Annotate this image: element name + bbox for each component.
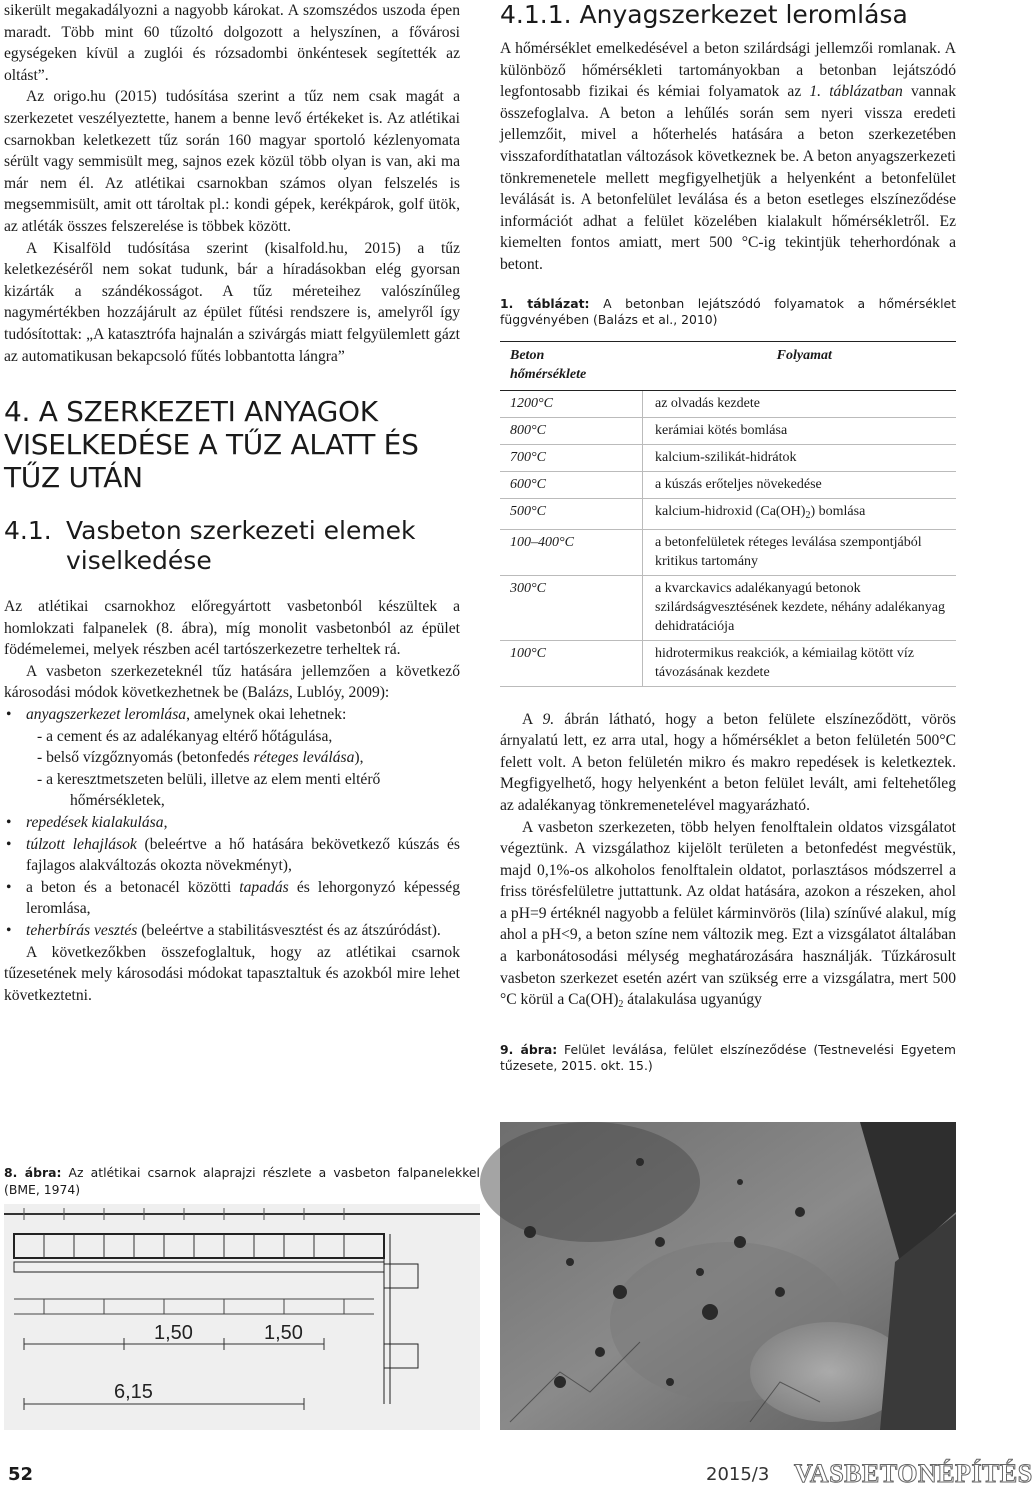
cell-text: kalcium-hidroxid (Ca(OH) bbox=[655, 503, 806, 519]
concrete-surface-image bbox=[500, 1122, 956, 1430]
section-heading-4-1-1: 4.1.1. Anyagszerkezet leromlása bbox=[500, 0, 908, 29]
temp-cell: 600°C bbox=[500, 471, 643, 498]
temp-cell: 700°C bbox=[500, 444, 643, 471]
process-cell: kalcium-szilikát-hidrátok bbox=[643, 444, 957, 471]
figure-9-photo bbox=[500, 1122, 956, 1430]
intro-paragraph-3: A Kisalföld tudósítása szerint (kisalfold.hu, 2015) a tűz keletkezéséről nem sokat tudunk, bár a híradásokban elég gyorsan kizárták a szándékosságot. A tűz méreteihez valószínűleg nagymértékben hozzájárult az épület fűtési rendszere is, amelyről így tudósítottak: „A katasztrófa hajnalán a szivárgás miatt felgyülemlett gázt az automatikusan bekapcsoló fűtés lobbantotta lángra” bbox=[4, 239, 460, 365]
list-item-text: a beton és a betonacél közötti bbox=[26, 878, 240, 896]
paragraph-text: A bbox=[522, 710, 543, 728]
sub-item-text: - a keresztmetszeten belüli, illetve az elem menti eltérő bbox=[37, 770, 381, 788]
paragraph-text: A vasbeton szerkezeten, több helyen fenolftalein oldatos vizsgálatot végeztünk. A vizsgálathoz kijelölt területen a betonfedést megvéstük, majd 0,1%-os alkoholos fenolftalein oldatot, porlasztásos módszerrel a friss törésfelületre juttattunk. Az oldat hatására, azokon a részeken, ahol a pH=9 értéknél nagyobb a felület kárminvörös (lila) színűvé alakul, míg ahol a pH<9, a beton színe nem változik meg. Ezt a vizsgálatot általában a karbonátosodási mélység meghatározására használják. Tűzkárosult vasbeton szerkezet esetén azért van szükség erre a vizsgálatra, mert 500 °C körül a Ca(OH) bbox=[500, 818, 956, 1009]
dimension-label: 1,50 bbox=[264, 1322, 303, 1344]
list-item-text: , amelynek okai lehetnek: bbox=[186, 706, 347, 724]
sub-item-text: - belső vízgőznyomás (betonfedés bbox=[37, 749, 254, 767]
figure-8 bbox=[4, 1165, 480, 1430]
list-item-text: és lehorgonyzó képesség leromlása, bbox=[26, 878, 461, 918]
temp-cell: 100°C bbox=[500, 640, 643, 686]
header-text: hőmérséklete bbox=[510, 366, 587, 382]
issue-number: 2015/3 bbox=[706, 1464, 770, 1485]
caption-label: 8. ábra: bbox=[4, 1165, 62, 1180]
body-paragraph-b2 bbox=[500, 709, 956, 817]
list-item-text: (beleértve a stabilitásvesztést és az átszúródást). bbox=[137, 922, 441, 939]
process-cell: a kúszás erőteljes növekedése bbox=[643, 471, 957, 498]
dimension-label: 1,50 bbox=[154, 1322, 193, 1344]
table-header-row bbox=[500, 341, 956, 390]
list-item-emphasis: teherbírás vesztés bbox=[26, 922, 138, 939]
process-cell: kerámiai kötés bomlása bbox=[643, 417, 957, 444]
sub-item-emphasis: réteges leválása bbox=[253, 749, 355, 767]
process-cell bbox=[643, 498, 957, 529]
table-reference: 1. táblázatban bbox=[809, 83, 903, 101]
body-paragraph-b3 bbox=[500, 817, 956, 1016]
list-item bbox=[4, 877, 460, 920]
list-item-emphasis: túlzott lehajlások bbox=[26, 835, 137, 853]
process-cell: a kvarckavics adalékanyagú betonok szilárdságvesztésének kezdete, néhány adalékanyag dehidratációja bbox=[643, 575, 957, 640]
temp-cell: 800°C bbox=[500, 417, 643, 444]
page-number: 52 bbox=[8, 1464, 34, 1485]
left-column bbox=[4, 0, 460, 1006]
cell-text: ) bomlása bbox=[810, 503, 866, 519]
table-row bbox=[500, 498, 956, 529]
list-item-text: , bbox=[163, 814, 168, 832]
body-paragraph-a1: Az atlétikai csarnokhoz előregyártott vasbetonból készültek a homlokzati falpanelek (8. ábra), míg monolit vasbetonból az épület födémelemei, melyek részben acél tartószerkezetre terheltek rá. bbox=[4, 598, 460, 659]
intro-paragraph-1: sikerült megakadályozni a nagyobb károkat. A szomszédos uszoda épen maradt. Több mint 60 tűzoltó dolgozott a helyszínen, a fővárosi egységeken kívül a zuglói és rózsadombi önkéntesek segítették az oltást”. bbox=[4, 2, 460, 84]
process-cell: az olvadás kezdete bbox=[643, 390, 957, 417]
process-cell: a betonfelületek réteges leválása szempontjából kritikus tartomány bbox=[643, 529, 957, 575]
list-item bbox=[4, 812, 460, 834]
list-item bbox=[4, 704, 460, 812]
table-row bbox=[500, 529, 956, 575]
paragraph-text: vannak összefoglalva. A beton a lehűlés során sem nyeri vissza eredeti jellemzőit, mivel a hőterhelés hatására a beton szerkezetében visszafordíthatatlan változások következnek be. A beton anyagszerkezeti tönkremenetele mellett megfigyelhetjük a helyenként a betonfelület leválását is. A betonfelület leválása és a beton esetleges elszíneződése információt adhat a felület közelében kialakult hőmérsékletről. Ez kiemelten fontos amiatt, mert 500 °C-ig tekintjük teherhordónak a betont. bbox=[500, 83, 956, 273]
header-temperature bbox=[500, 341, 643, 390]
caption-label: 9. ábra: bbox=[500, 1041, 558, 1057]
table-row bbox=[500, 575, 956, 640]
damage-mode-list bbox=[4, 704, 460, 942]
caption-text: Az atlétikai csarnok alaprajzi részlete a vasbeton falpanelekkel (BME, 1974) bbox=[4, 1165, 480, 1197]
caption-label: 1. táblázat: bbox=[500, 295, 590, 311]
caption-text: A betonban lejátszódó folyamatok a hőmérséklet függvényében (Balázs et al., 2010) bbox=[500, 295, 957, 328]
table-row bbox=[500, 640, 956, 686]
heading-line-2: viselkedése bbox=[66, 546, 212, 576]
sub-item-text: ), bbox=[354, 749, 364, 767]
intro-paragraph-2: Az origo.hu (2015) tudósítása szerint a tűz nem csak magát a szerkezetet veszélyeztette, hanem a benne levő értékeket is. Az atlétikai csarnokban keletkezett tűz során 160 magyar sportoló kézlenyomata sérült vagy semmisült meg, sajnos ezek közül több olyan is van, aki ma már nem él. Az atlétikai csarnokban számos olyan felszelés is megsemmisült, amit ott tároltak pl.: kondi gépek, kerékpárok, golf ütök, az atléták összes felszerelése is többek között. bbox=[4, 88, 460, 235]
section-heading-4-1 bbox=[4, 516, 460, 576]
table-1 bbox=[500, 341, 956, 687]
list-item bbox=[4, 834, 460, 877]
journal-logo: VASBETONÉPÍTÉS bbox=[794, 1459, 1033, 1488]
figure-reference: 9. bbox=[542, 710, 555, 728]
body-paragraph-a3: A következőkben összefoglaltuk, hogy az atlétikai csarnok tűzesetének mely károsodási módokat tapasztaltuk és azokból mire lehet következtetni. bbox=[4, 943, 460, 1004]
floor-plan-drawing bbox=[4, 1204, 480, 1430]
cell-subscript: 2 bbox=[805, 509, 811, 521]
table-row bbox=[500, 390, 956, 417]
subscript: 2 bbox=[618, 999, 624, 1011]
sub-item bbox=[26, 747, 460, 769]
temp-cell: 500°C bbox=[500, 498, 643, 529]
body-paragraph-b1 bbox=[500, 38, 956, 276]
list-item-text: (beleértve a hő hatására bekövetkező kúszás és fajlagos alakváltozás okozta növekményt), bbox=[26, 835, 460, 875]
list-item-emphasis: tapadás bbox=[239, 878, 289, 896]
right-column bbox=[500, 0, 956, 1075]
temp-cell: 100–400°C bbox=[500, 529, 643, 575]
table-1-caption bbox=[500, 296, 956, 329]
sub-item: - a cement és az adalékanyag eltérő hőtágulása, bbox=[37, 727, 333, 745]
list-item-emphasis: anyagszerkezet leromlása bbox=[26, 706, 187, 724]
list-item-emphasis: repedések kialakulása bbox=[26, 814, 164, 832]
header-process: Folyamat bbox=[643, 341, 957, 390]
sub-item-text: hőmérsékletek, bbox=[70, 792, 165, 810]
process-cell: hidrotermikus reakciók, a kémiailag kötött víz távozásának kezdete bbox=[643, 640, 957, 686]
caption-text: Felület leválása, felület elszíneződése (Testnevelési Egyetem tűzesete, 2015. okt. 15.) bbox=[500, 1041, 956, 1074]
table-row bbox=[500, 417, 956, 444]
figure-8-caption bbox=[4, 1165, 480, 1198]
temp-cell: 1200°C bbox=[500, 390, 643, 417]
table-row bbox=[500, 444, 956, 471]
header-text: Beton bbox=[510, 347, 545, 363]
heading-number: 4.1. bbox=[4, 516, 52, 546]
temp-cell: 300°C bbox=[500, 575, 643, 640]
paragraph-text: átalakulása ugyanúgy bbox=[623, 991, 762, 1009]
list-item bbox=[4, 920, 460, 942]
paragraph-text: A hőmérséklet emelkedésével a beton szilárdsági jellemzői romlanak. A különböző hőmérsékleti tartományokban a betonban lejátszódó legfontosabb fizikai és kémiai folyamatok az bbox=[500, 40, 956, 101]
dimension-label: 6,15 bbox=[114, 1381, 153, 1403]
heading-line-1: Vasbeton szerkezeti elemek bbox=[66, 516, 416, 546]
paragraph-text: ábrán látható, hogy a beton felülete elszíneződött, vörös árnyalatú lett, ez arra utal, hogy a hőmérséklet a beton felületén 500°C felett volt. A beton felületén mikro és makro repedések is keletkeztek. Megfigyelhető, hogy helyenként a beton felület levált, ami feltehetőleg az adalékanyag tönkremenetelével magyarázható. bbox=[500, 710, 956, 814]
body-paragraph-a2: A vasbeton szerkezeteknél tűz hatására jellemzően a következő károsodási módok következhetnek be (Balázs, Lublóy, 2009): bbox=[4, 662, 460, 702]
figure-9-caption bbox=[500, 1042, 956, 1075]
table-row bbox=[500, 471, 956, 498]
sub-item bbox=[26, 769, 460, 812]
section-heading-4: 4. A SZERKEZETI ANYAGOK VISELKEDÉSE A TŰZ ALATT ÉS TŰZ UTÁN bbox=[4, 395, 419, 495]
